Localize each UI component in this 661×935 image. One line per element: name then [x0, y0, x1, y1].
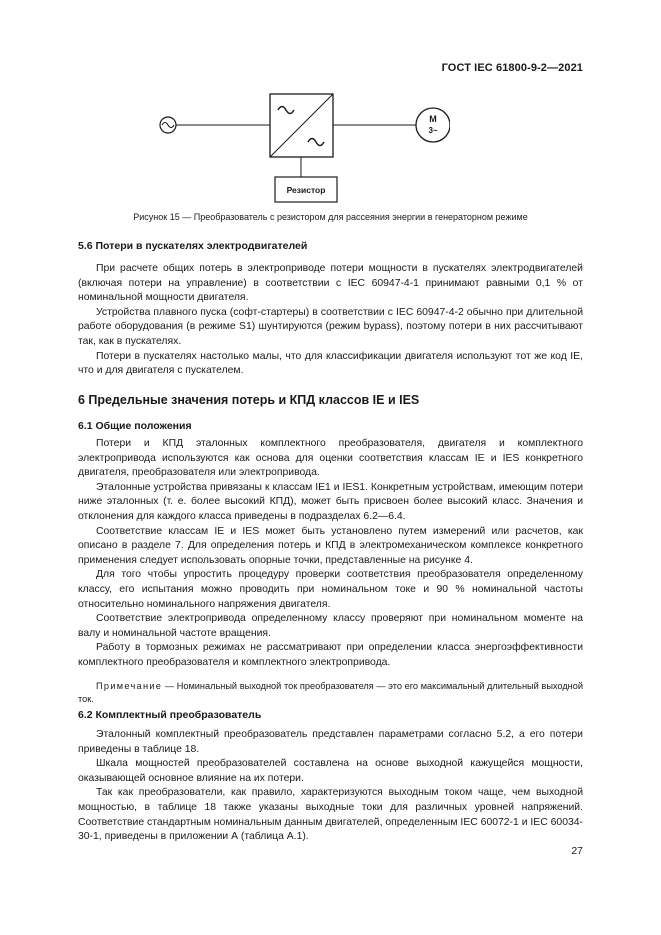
- paragraph: Шкала мощностей преобразователей составлена на основе выходной кажущейся мощности, оказывающей основное влияние на их потери.: [78, 758, 583, 784]
- converter-output-sine-icon: [308, 139, 324, 146]
- paragraph: Эталонные устройства привязаны к классам IE1 и IES1. Конкретным устройствам, имеющим потери ниже эталонных (т. е. более высокий КПД), может быть присвоен более высокий класс. Значения и отклонения для каждого класса приведены в подразделах 6.2—6.4.: [78, 481, 583, 522]
- note-label: Примечание: [96, 680, 163, 691]
- section-6-1: [78, 420, 583, 432]
- motor-label-line2: 3~: [428, 126, 438, 135]
- section-6-heading: 6 Предельные значения потерь и КПД классов IE и IES: [78, 393, 420, 407]
- paragraph: Потери в пускателях настолько малы, что для классификации двигателя используют тот же код IE, что и для двигателя с пускателем.: [78, 350, 583, 377]
- converter-diagram: [150, 85, 450, 210]
- standard-designation: ГОСТ IEC 61800-9-2—2021: [441, 62, 583, 74]
- section-5-6-body: [78, 262, 583, 379]
- motor-label-line1: M: [429, 114, 437, 124]
- section-5-6-heading: 5.6 Потери в пускателях электродвигателей: [78, 240, 308, 252]
- paragraph: Устройства плавного пуска (софт-стартеры) в соответствии с IEC 60947-4-2 обычно при длительной работе оборудования (в режиме S1) шунтируются (режим bypass), поэтому потери в них рассчитывают так, как в пускателях.: [78, 306, 583, 347]
- paragraph: Соответствие электропривода определенному классу проверяют при номинальном моменте на валу и номинальной частоте вращения.: [78, 613, 583, 639]
- note: [78, 680, 583, 706]
- paragraph: При расчете общих потерь в электроприводе потери мощности в пускателях электродвигателей (включая потери на управление) в соответствии с IEC 60947-4-1 принимают равными 0,1 % от номинальной мощности двигателя.: [78, 263, 583, 304]
- section-6-2-heading: 6.2 Комплектный преобразователь: [78, 709, 262, 721]
- resistor-label: Резистор: [286, 185, 326, 195]
- ac-sine-icon: [162, 123, 174, 128]
- figure-15-diagram: [150, 85, 450, 210]
- section-5-6: [78, 240, 583, 252]
- paragraph: Работу в тормозных режимах не рассматривают при определении класса энергоэффективности комплектного преобразователя и комплектного электропривода.: [78, 642, 583, 668]
- section-6-2: [78, 709, 583, 721]
- figure-caption: Рисунок 15 — Преобразователь с резистором для рассеяния энергии в генераторном режиме: [133, 212, 528, 222]
- section-6: [78, 393, 583, 407]
- section-6-2-body: [78, 728, 583, 845]
- page-number: 27: [571, 845, 583, 857]
- paragraph: Соответствие классам IE и IES может быть установлено путем измерений или расчетов, как описано в разделе 7. Для определения потерь и КПД в электромеханическом комплексе конкретного применения следует использовать опорные точки, представленные на рисунке 4.: [78, 525, 583, 566]
- note-text: — Номинальный выходной ток преобразователя — это его максимальный длительный выходной ток.: [78, 680, 583, 704]
- section-6-1-heading: 6.1 Общие положения: [78, 420, 192, 432]
- converter-diagonal: [270, 94, 333, 157]
- paragraph: Потери и КПД эталонных комплектного преобразователя, двигателя и комплектного электропривода используются как основа для оценки соответствия классам IE и IES конкретного двигателя, преобразователя или электропривода.: [78, 438, 583, 479]
- paragraph: Эталонный комплектный преобразователь представлен параметрами согласно 5.2, а его потери приведены в таблице 18.: [78, 729, 583, 755]
- paragraph: Так как преобразователи, как правило, характеризуются выходным током чаще, чем выходной мощностью, в таблице 18 также указаны выходные токи для различных уровней напряжений. Соответствие стандартным номинальным данным двигателей, определенным IEC 60072-1 и IEC 60034-30-1, приведены в приложении А (таблица А.1).: [78, 787, 583, 843]
- paragraph: Для того чтобы упростить процедуру проверки соответствия преобразователя определенному классу, его испытания можно проводить при номинальном токе и 90 % номинальной частоты относительно номинального напряжения двигателя.: [78, 569, 583, 610]
- section-6-1-body: [78, 437, 583, 706]
- converter-input-sine-icon: [278, 107, 294, 114]
